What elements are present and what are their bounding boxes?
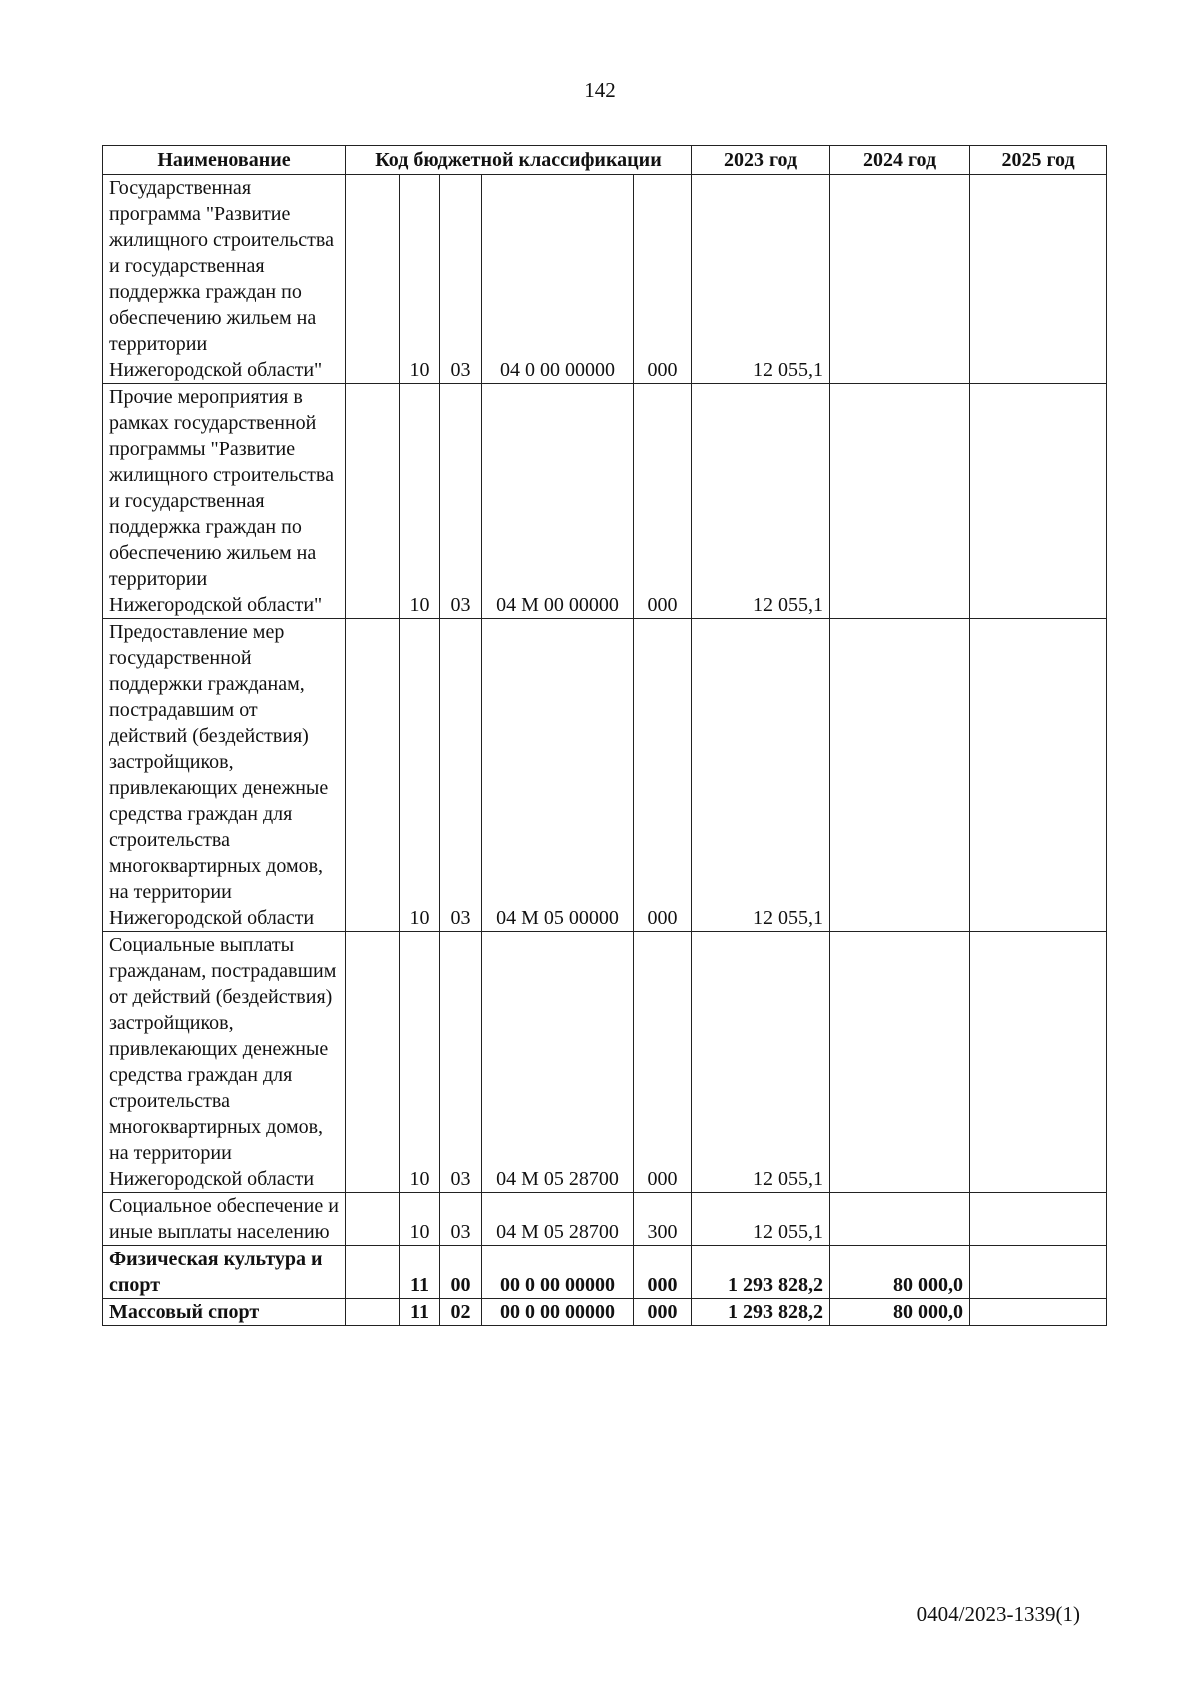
row-name: Социальное обеспечение и иные выплаты населению: [103, 1193, 346, 1246]
value-2025: [970, 384, 1107, 619]
code-subsection: 02: [440, 1299, 482, 1326]
value-2023: 12 055,1: [692, 619, 830, 932]
value-2023: 12 055,1: [692, 1193, 830, 1246]
value-2025: [970, 1299, 1107, 1326]
code-col-0: [346, 1246, 400, 1299]
row-name: Массовый спорт: [103, 1299, 346, 1326]
code-subsection: 00: [440, 1246, 482, 1299]
value-2024: 80 000,0: [830, 1299, 970, 1326]
code-section: 10: [400, 384, 440, 619]
code-expense-type: 300: [634, 1193, 692, 1246]
table-row: [103, 1193, 1107, 1246]
table-row: [103, 384, 1107, 619]
code-target-article: 00 0 00 00000: [482, 1246, 634, 1299]
value-2025: [970, 932, 1107, 1193]
value-2023: 12 055,1: [692, 932, 830, 1193]
table-row: [103, 1299, 1107, 1326]
value-2023: 1 293 828,2: [692, 1299, 830, 1326]
code-target-article: 00 0 00 00000: [482, 1299, 634, 1326]
value-2024: [830, 932, 970, 1193]
code-col-0: [346, 175, 400, 384]
code-col-0: [346, 619, 400, 932]
code-expense-type: 000: [634, 619, 692, 932]
code-expense-type: 000: [634, 932, 692, 1193]
value-2024: [830, 1193, 970, 1246]
header-2023: 2023 год: [692, 146, 830, 175]
table-row: [103, 932, 1107, 1193]
value-2024: [830, 175, 970, 384]
code-target-article: 04 М 05 28700: [482, 1193, 634, 1246]
code-expense-type: 000: [634, 384, 692, 619]
header-code: Код бюджетной классификации: [346, 146, 692, 175]
row-name: Физическая культура и спорт: [103, 1246, 346, 1299]
code-subsection: 03: [440, 932, 482, 1193]
code-col-0: [346, 1299, 400, 1326]
code-section: 10: [400, 932, 440, 1193]
code-subsection: 03: [440, 175, 482, 384]
table-header-row: [103, 146, 1107, 175]
value-2023: 12 055,1: [692, 384, 830, 619]
value-2025: [970, 175, 1107, 384]
document-code: 0404/2023-1339(1): [916, 1602, 1080, 1626]
value-2025: [970, 619, 1107, 932]
value-2024: [830, 384, 970, 619]
code-target-article: 04 М 00 00000: [482, 384, 634, 619]
table-row: [103, 619, 1107, 932]
value-2025: [970, 1246, 1107, 1299]
code-subsection: 03: [440, 619, 482, 932]
code-col-0: [346, 932, 400, 1193]
table-row: [103, 175, 1107, 384]
page-number: 142: [584, 78, 616, 102]
row-name: Прочие мероприятия в рамках государственной программы "Развитие жилищного строительства и государственная поддержка граждан по обеспечению жильем на территории Нижегородской области": [103, 384, 346, 619]
code-subsection: 03: [440, 1193, 482, 1246]
code-col-0: [346, 384, 400, 619]
value-2023: 1 293 828,2: [692, 1246, 830, 1299]
row-name: Государственная программа "Развитие жилищного строительства и государственная поддержка граждан по обеспечению жильем на территории Нижегородской области": [103, 175, 346, 384]
code-expense-type: 000: [634, 175, 692, 384]
header-2024: 2024 год: [830, 146, 970, 175]
value-2024: [830, 619, 970, 932]
budget-table: [102, 145, 1107, 1326]
header-name: Наименование: [103, 146, 346, 175]
code-expense-type: 000: [634, 1246, 692, 1299]
code-section: 11: [400, 1246, 440, 1299]
row-name: Социальные выплаты гражданам, пострадавшим от действий (бездействия) застройщиков, привлекающих денежные средства граждан для строительства многоквартирных домов, на территории Нижегородской области: [103, 932, 346, 1193]
code-section: 10: [400, 1193, 440, 1246]
code-target-article: 04 0 00 00000: [482, 175, 634, 384]
value-2024: 80 000,0: [830, 1246, 970, 1299]
code-col-0: [346, 1193, 400, 1246]
code-section: 10: [400, 619, 440, 932]
table-row: [103, 1246, 1107, 1299]
value-2025: [970, 1193, 1107, 1246]
code-expense-type: 000: [634, 1299, 692, 1326]
value-2023: 12 055,1: [692, 175, 830, 384]
code-subsection: 03: [440, 384, 482, 619]
code-target-article: 04 М 05 28700: [482, 932, 634, 1193]
header-2025: 2025 год: [970, 146, 1107, 175]
code-section: 10: [400, 175, 440, 384]
code-section: 11: [400, 1299, 440, 1326]
code-target-article: 04 М 05 00000: [482, 619, 634, 932]
row-name: Предоставление мер государственной поддержки гражданам, пострадавшим от действий (бездействия) застройщиков, привлекающих денежные средства граждан для строительства многоквартирных домов, на территории Нижегородской области: [103, 619, 346, 932]
